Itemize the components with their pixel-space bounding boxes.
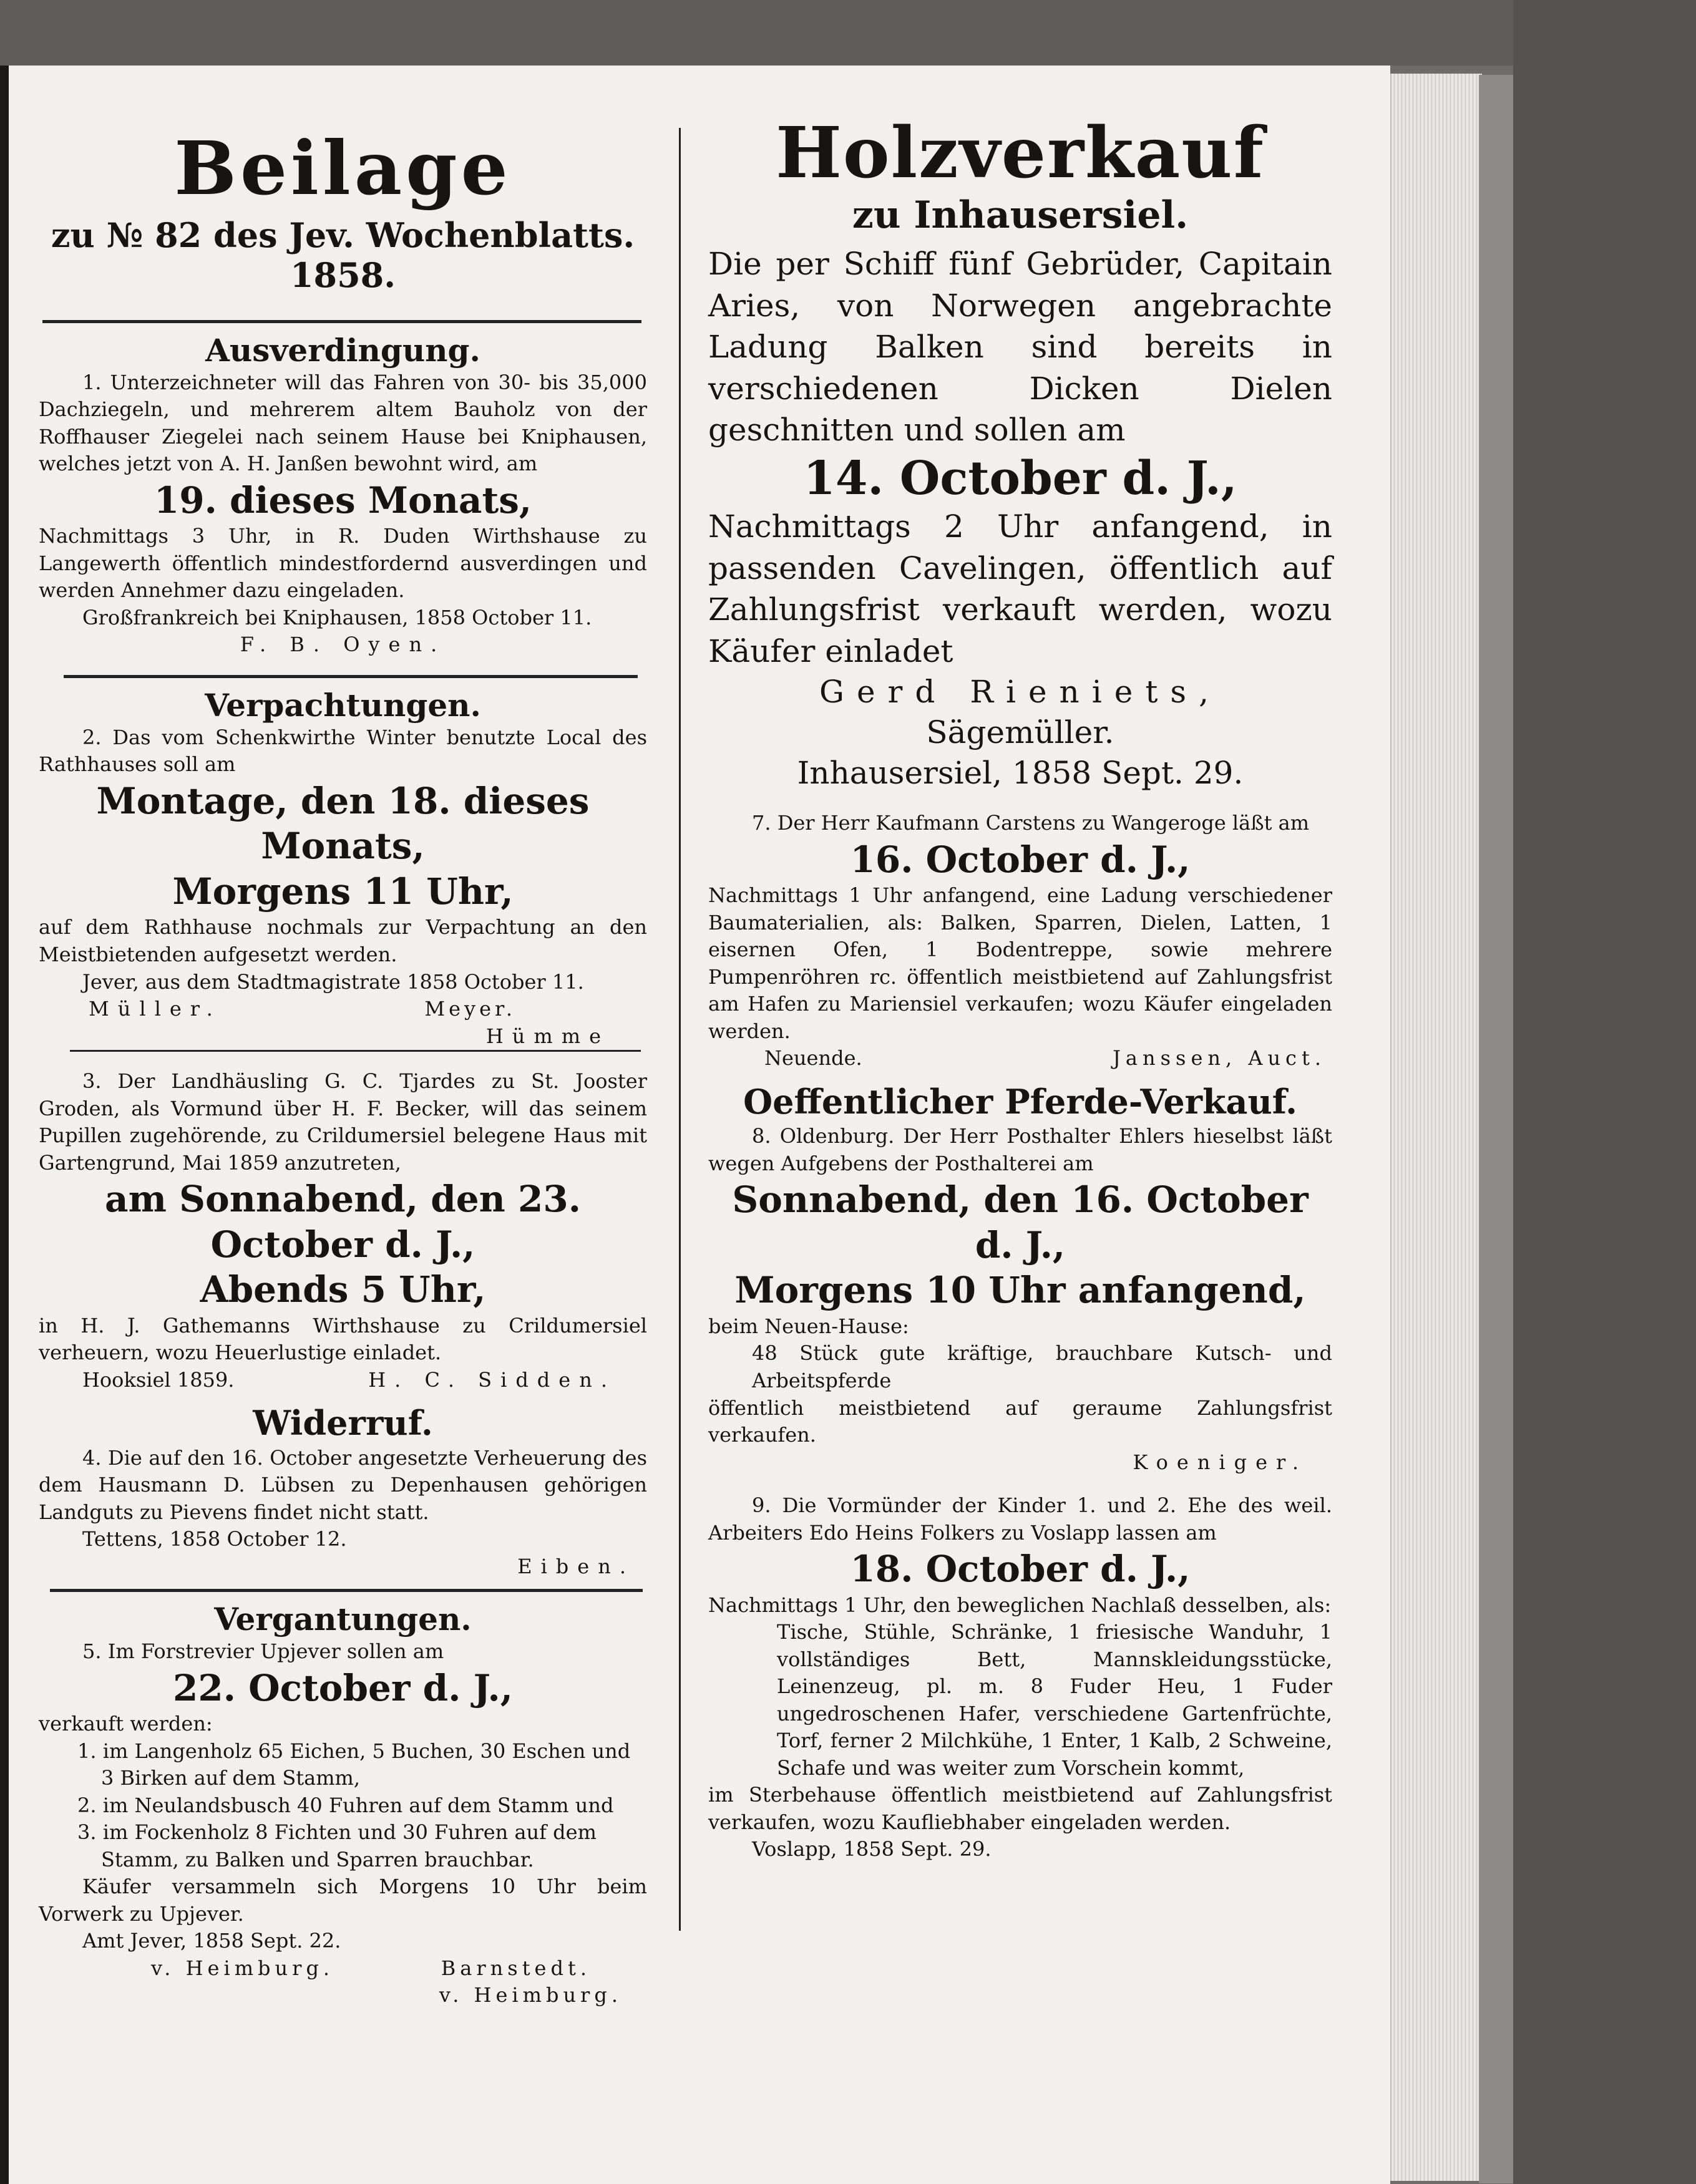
notice-body-2: Nachmittags 1 Uhr anfangend, eine Ladung verschiedener Baumaterialien, als: Balken, Sparren, Dielen, Latten, 1 eisernen Ofen, 1 Bodentreppe, sowie mehrere Pumpenröhren rc. öffentlich meistbietend auf Zahlungsfrist am Hafen zu Mariensiel verkaufen; wozu Käufer eingeladen werden. (708, 883, 1332, 1043)
notice-title: Holzverkauf (776, 112, 1265, 194)
notice-body-2: Nachmittags 3 Uhr, in R. Duden Wirthshause zu Langewerth öffentlich mindestfordernd ausverdingen und werden Annehmer dazu eingeladen. (39, 524, 647, 603)
notice-vergantungen (39, 1601, 647, 2009)
notice-body: 3. Der Landhäusling G. C. Tjardes zu St. Jooster Groden, als Vormund über H. F. Becker, will das seinem Pupillen zugehörende, zu Crildumersiel belegene Haus mit Gartengrund, Mai 1859 anzutreten, (39, 1069, 647, 1175)
notice-place: Neuende. (764, 1046, 862, 1070)
notice-place: Tettens, 1858 October 12. (82, 1527, 347, 1551)
notice-body-3: im Sterbehause öffentlich meistbietend auf Zahlungsfrist verkaufen, wozu Kaufliebhaber eingeladen werden. (708, 1783, 1332, 1834)
divider (70, 1050, 641, 1052)
signature-name: Gerd Rieniets, (819, 674, 1221, 711)
notice-body-2: Nachmittags 2 Uhr anfangend, in passenden Cavelingen, öffentlich auf Zahlungsfrist verkauft werden, wozu Käufer einladet (708, 508, 1332, 669)
notice-date: am Sonnabend, den 23. October d. J., (105, 1178, 581, 1266)
notice-body: 2. Das vom Schenkwirthe Winter benutzte Local des Rathhauses soll am (39, 725, 647, 777)
scan-background-right (1513, 0, 1696, 2184)
notice-body: 7. Der Herr Kaufmann Carstens zu Wangeroge läßt am (752, 811, 1310, 835)
notice-signature: F. B. Oyen. (240, 633, 446, 657)
section-heading: Ausverdingung. (205, 331, 480, 369)
binding-edge (0, 66, 9, 2184)
signature: Eiben. (517, 1554, 635, 1578)
divider (50, 1589, 643, 1592)
notice-verpachtungen (39, 687, 647, 1050)
signature: Janssen, Auct. (1113, 1046, 1326, 1070)
notice-place: Hooksiel 1859. (82, 1367, 235, 1392)
notice-date: 18. October d. J., (850, 1548, 1191, 1591)
notice-place: Amt Jever, 1858 Sept. 22. (82, 1929, 341, 1953)
notice-place: Voslapp, 1858 Sept. 29. (752, 1837, 992, 1861)
notice-body: 5. Im Forstrevier Upjever sollen am (82, 1639, 444, 1664)
notice-body: 1. Unterzeichneter will das Fahren von 30- bis 35,000 Dachziegeln, und mehrerem altem Bauholz von der Roffhauser Ziegelei nach seinem Hause bei Kniphausen, welches jetzt von A. H. Janßen bewohnt wird, am (39, 370, 647, 476)
notice-time: Morgens 11 Uhr, (172, 870, 514, 913)
right-column (708, 112, 1332, 1863)
notice-ausverdingung (39, 332, 647, 659)
signature: Hümme (485, 1024, 610, 1048)
notice-body: 4. Die auf den 16. October angesetzte Verheuerung des dem Hausmann D. Lübsen zu Depenhausen gehörigen Landguts zu Pievens findet nicht statt. (39, 1445, 647, 1524)
signature: v. Heimburg. (439, 1983, 622, 2007)
notice-body-2: öffentlich meistbietend auf geraume Zahlungsfrist verkaufen. (708, 1395, 1332, 1447)
signature-row (39, 1955, 647, 1983)
signature-row (708, 1045, 1332, 1072)
signature-role: Sägemüller. (926, 714, 1114, 751)
notice-widerruf (39, 1402, 647, 1580)
sale-items (39, 1738, 647, 1874)
notice-baumaterialien (708, 810, 1332, 1072)
signature: Koeniger. (1133, 1450, 1307, 1474)
book-cover-edge (1479, 75, 1513, 2183)
section-heading: Verpachtungen. (205, 686, 481, 724)
signature: Barnstedt. (441, 1956, 591, 1980)
list-item: 3. im Fockenholz 8 Fichten und 30 Fuhren auf dem Stamm, zu Balken und Sparren brauchbar. (77, 1820, 597, 1871)
supplement-subtitle: zu № 82 des Jev. Wochenblatts. 1858. (51, 215, 635, 295)
scan-background-top (0, 0, 1696, 66)
signature-row (39, 1367, 647, 1394)
notice-date: 16. October d. J., (850, 838, 1191, 881)
notice-body: 9. Die Vormünder der Kinder 1. und 2. Ehe des weil. Arbeiters Edo Heins Folkers zu Voslapp lassen am (708, 1493, 1332, 1545)
notice-time: Abends 5 Uhr, (200, 1268, 486, 1311)
list-item: 1. im Langenholz 65 Eichen, 5 Buchen, 30 Eschen und 3 Birken auf dem Stamm, (77, 1739, 631, 1790)
notice-body: Die per Schiff fünf Gebrüder, Capitain Aries, von Norwegen angebrachte Ladung Balken sind bereits in verschiedenen Dicken Dielen geschnitten und sollen am (708, 246, 1332, 448)
list-item: 2. im Neulandsbusch 40 Fuhren auf dem Stamm und (77, 1793, 614, 1817)
section-heading: Vergantungen. (214, 1601, 472, 1638)
signature-row (39, 996, 647, 1023)
divider (42, 320, 641, 323)
notice-body-2: Käufer versammeln sich Morgens 10 Uhr beim Vorwerk zu Upjever. (39, 1875, 647, 1926)
page-stack-edge (1390, 74, 1482, 2181)
signature: v. Heimburg. (151, 1956, 334, 1980)
signature: Meyer. (424, 997, 516, 1021)
notice-holzverkauf (708, 112, 1332, 794)
notice-date: 22. October d. J., (173, 1666, 513, 1709)
notice-place: Inhausersiel, 1858 Sept. 29. (797, 755, 1244, 792)
notice-nachlass (708, 1492, 1332, 1863)
signature: Müller. (89, 997, 222, 1021)
notice-body-2: Nachmittags 1 Uhr, den beweglichen Nachlaß desselben, als: (708, 1593, 1332, 1617)
notice-date: Montage, den 18. dieses Monats, (96, 779, 590, 868)
signature: H. C. Sidden. (368, 1367, 616, 1392)
notice-date: Sonnabend, den 16. October d. J., (732, 1178, 1309, 1266)
column-divider (679, 128, 681, 1931)
notice-body-2: auf dem Rathhause nochmals zur Verpachtung an den Meistbietenden aufgesetzt werden. (39, 915, 647, 966)
section-heading: Oeffentlicher Pferde-Verkauf. (743, 1081, 1297, 1122)
notice-date: 14. October d. J., (803, 451, 1237, 505)
notice-place: Jever, aus dem Stadtmagistrate 1858 October 11. (82, 969, 584, 994)
notice-body-2: in H. J. Gathemanns Wirthshause zu Crildumersiel verheuern, wozu Heuerlustige einladet. (39, 1313, 647, 1365)
notice-time: Morgens 10 Uhr anfangend, (734, 1269, 1306, 1312)
notice-verheuerung (39, 1068, 647, 1394)
section-heading: Widerruf. (253, 1403, 433, 1444)
notice-pferde-verkauf (708, 1081, 1332, 1476)
notice-subtitle: zu Inhausersiel. (852, 193, 1189, 237)
notice-place: Großfrankreich bei Kniphausen, 1858 October 11. (82, 605, 592, 629)
notice-items: Tische, Stühle, Schränke, 1 friesische Wanduhr, 1 vollständiges Bett, Mannskleidungsstücke, Leinenzeug, pl. m. 8 Fuder Heu, 1 Fuder ungedroschenen Hafer, verschiedene Gartenfrüchte, Torf, ferner 2 Milchkühe, 1 Enter, 1 Kalb, 2 Schweine, Schafe und was weiter zum Vorschein kommt, (777, 1620, 1332, 1780)
notice-date: 19. dieses Monats, (154, 478, 532, 522)
supplement-title: Beilage (174, 125, 512, 211)
divider (64, 675, 638, 678)
notice-lead: verkauft werden: (39, 1712, 213, 1736)
notice-item: 48 Stück gute kräftige, brauchbare Kutsch- und Arbeitspferde (752, 1341, 1332, 1392)
left-column (39, 125, 647, 2009)
notice-lead: beim Neuen-Hause: (708, 1314, 909, 1338)
notice-body: 8. Oldenburg. Der Herr Posthalter Ehlers hieselbst läßt wegen Aufgebens der Posthalterei am (708, 1124, 1332, 1175)
